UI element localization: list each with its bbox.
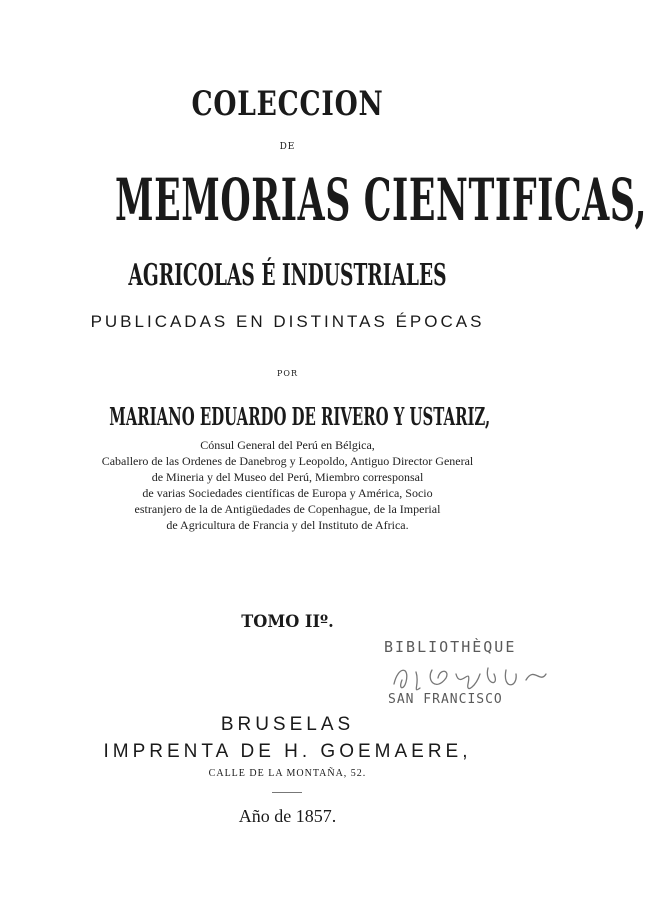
- stamp-top-text: BIBLIOTHÈQUE: [384, 638, 517, 656]
- divider-rule: [272, 792, 302, 793]
- de-word: DE: [279, 142, 296, 152]
- printer-address: CALLE DE LA MONTAÑA, 52.: [208, 768, 367, 779]
- stamp-bottom-text: SAN FRANCISCO: [388, 692, 503, 707]
- credentials-line: de varias Sociedades científicas de Europa y América, Socio: [142, 486, 433, 500]
- author-credentials: [0, 437, 575, 533]
- credentials-line: estranjero de la de Antigüedades de Copenhague, de la Imperial: [134, 502, 441, 516]
- por-word: POR: [277, 369, 298, 378]
- credentials-line: Cónsul General del Perú en Bélgica,: [200, 438, 375, 452]
- printer: IMPRENTA DE H. GOEMAERE,: [103, 741, 472, 762]
- city: BRUSELAS: [220, 714, 355, 735]
- main-title: MEMORIAS CIENTIFICAS,: [115, 166, 647, 234]
- credentials-line: de Mineria y del Museo del Perú, Miembro corresponsal: [151, 470, 424, 484]
- library-stamp: [376, 636, 576, 716]
- collection-heading: COLECCION: [191, 84, 384, 124]
- credentials-line: Caballero de las Ordenes de Danebrog y Leopoldo, Antiguo Director General: [101, 454, 474, 468]
- publication-year: Año de 1857.: [238, 806, 337, 826]
- author-name: MARIANO EDUARDO DE RIVERO Y USTARIZ,: [109, 402, 491, 431]
- published-line: PUBLICADAS EN DISTINTAS ÉPOCAS: [90, 312, 485, 331]
- volume-label: TOMO IIº.: [241, 612, 334, 632]
- subtitle: AGRICOLAS É INDUSTRIALES: [128, 258, 447, 293]
- credentials-line: de Agricultura de Francia y del Instituto de Africa.: [166, 518, 409, 532]
